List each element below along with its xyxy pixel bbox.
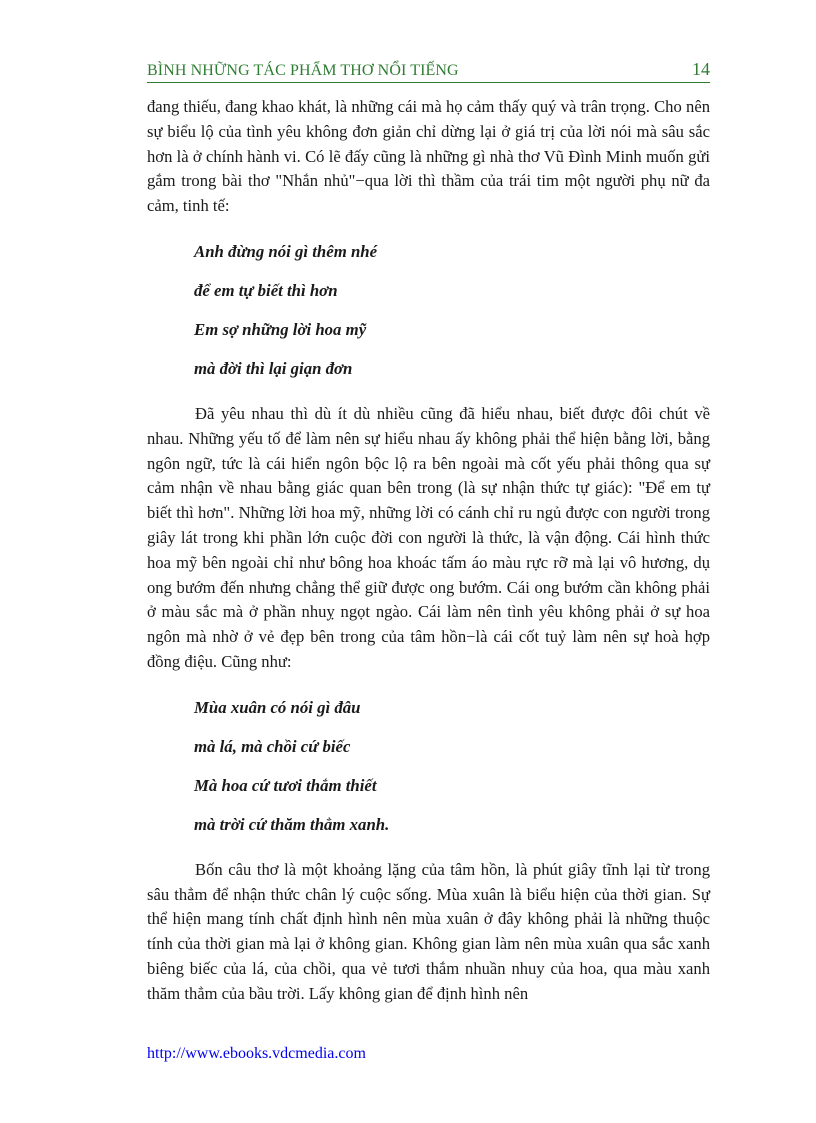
poem-stanza-2 [194,688,710,844]
poem-line: Mà hoa cứ tươi thắm thiết [194,775,377,795]
poem-line: Mùa xuân có nói gì đâu [194,697,361,717]
book-title: BÌNH NHỮNG TÁC PHẨM THƠ NỔI TIẾNG [147,62,459,79]
page-number: 14 [692,59,710,79]
poem-line: để em tự biết thì hơn [194,280,338,300]
poem-line: Anh đừng nói gì thêm nhé [194,241,378,261]
poem-stanza-1 [194,232,710,388]
poem-line: Em sợ những lời hoa mỹ [194,319,367,339]
page-content [147,95,710,1007]
page-header [147,60,710,83]
paragraph-2: Đã yêu nhau thì dù ít dù nhiều cũng đã hiểu nhau, biết được đôi chút về nhau. Những yếu tố để làm nên sự hiểu nhau ấy không phải thể hiện bằng lời, bằng ngôn ngữ, tức là cái hiển ngôn bộc lộ ra bên ngoài mà cốt yếu phải thông qua sự cảm nhận về nhau bằng giác quan bên trong (là sự nhận thức tự giác): "Để em tự biết thì hơn". Những lời hoa mỹ, những lời có cánh chỉ ru ngủ được con người trong giây lát trong khi phần lớn cuộc đời con người là thức, là vận động. Cái hình thức hoa mỹ bên ngoài chỉ như bông hoa khoác tấm áo màu rực rỡ mà lại vô hương, dụ ong bướm đến nhưng chẳng thể giữ được ong bướm. Cái ong bướm cần không phải ở màu sắc mà ở phần nhuỵ ngọt ngào. Cái làm nên tình yêu không phải ở sự hoa ngôn mà nhờ ở vẻ đẹp bên trong của tâm hồn−là cái cốt tuỷ làm nên sự hoà hợp đồng điệu. Cũng như: [147,403,710,671]
ebooks-website-link[interactable]: http://www.ebooks.vdcmedia.com [147,1045,366,1062]
poem-line: mà lá, mà chồi cứ biếc [194,736,351,756]
poem-line: mà trời cứ thăm thẳm xanh. [194,814,390,834]
paragraph-1: đang thiếu, đang khao khát, là những cái mà họ cảm thấy quý và trân trọng. Cho nên sự biểu lộ của tình yêu không đơn giản chỉ dừng lại ở giá trị của lời nói mà sâu sắc hơn là ở chính hành vi. Có lẽ đấy cũng là những gì nhà thơ Vũ Đình Minh muốn gửi gắm trong bài thơ "Nhắn nhủ"−qua lời thì thầm của trái tim một người phụ nữ đa cảm, tinh tế: [147,97,710,216]
poem-line: mà đời thì lại giạn đơn [194,358,353,378]
paragraph-3: Bốn câu thơ là một khoảng lặng của tâm hồn, là phút giây tĩnh lại từ trong sâu thẳm để nhận thức chân lý cuộc sống. Mùa xuân là biểu hiện của thời gian. Sự thể hiện mang tính chất định hình nên mùa xuân ở đây không phải là những thuộc tính của thời gian mà lại ở không gian. Không gian làm nên mùa xuân qua sắc xanh biêng biếc của lá, của chồi, qua vẻ tươi thắm nhuần nhuy của hoa, qua màu xanh thăm thẳm của bầu trời. Lấy không gian để định hình nên [147,859,710,1003]
